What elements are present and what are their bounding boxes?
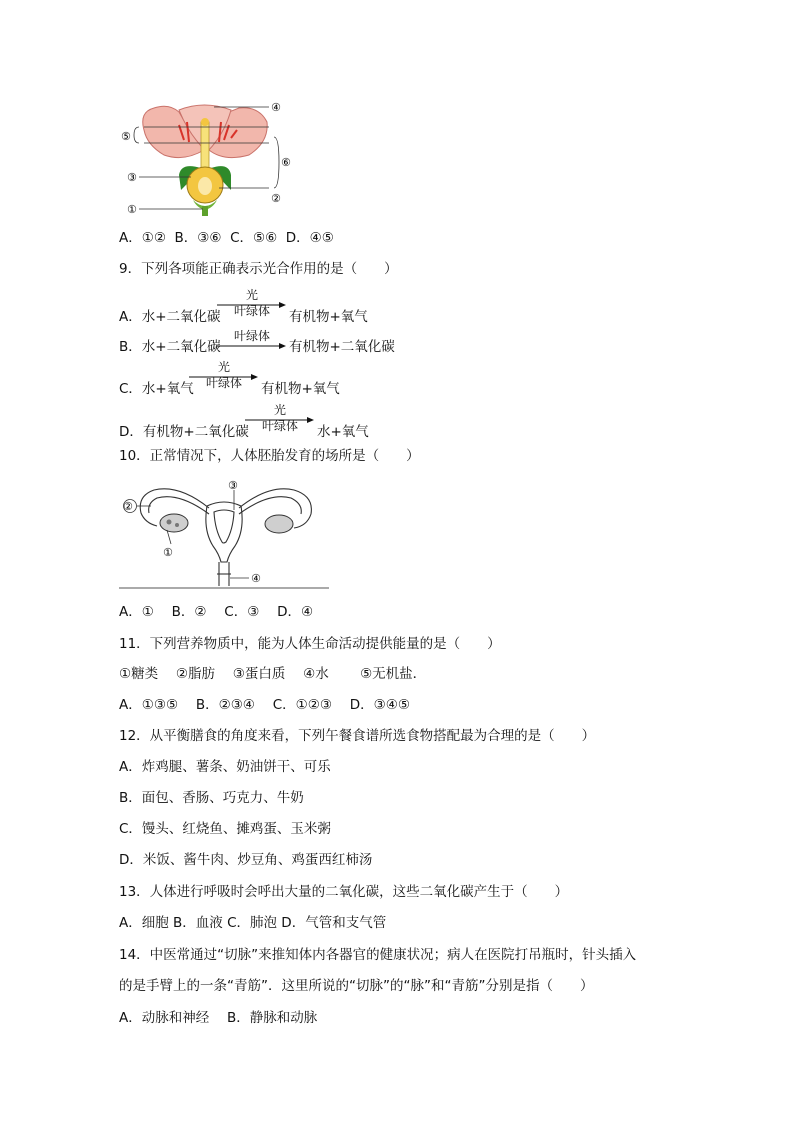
label-4: ④ xyxy=(251,572,261,585)
q10-options: A．① B．② C．③ D．④ xyxy=(119,604,314,620)
q13-stem: 13．人体进行呼吸时会呼出大量的二氧化碳，这些二氧化碳产生于（ ） xyxy=(119,884,569,900)
q9-b-right: 有机物+二氧化碳 xyxy=(289,339,395,355)
label-4: ④ xyxy=(271,101,281,114)
flower-diagram xyxy=(119,100,299,218)
q11-options: A．①③⑤ B．②③④ C．①②③ D．③④⑤ xyxy=(119,697,410,713)
q9-c-top: 光 xyxy=(217,360,230,374)
q9-d-left: D．有机物+二氧化碳 xyxy=(119,424,249,440)
q9-a-bottom: 叶绿体 xyxy=(233,304,270,318)
q8-options: A．①② B．③⑥ C．⑤⑥ D．④⑤ xyxy=(119,230,334,246)
stalk xyxy=(202,206,208,216)
label-3: ③ xyxy=(127,171,137,184)
q12-stem: 12．从平衡膳食的角度来看，下列午餐食谱所选食物搭配最为合理的是（ ） xyxy=(119,728,596,744)
label-2: ② xyxy=(271,192,281,205)
q9-stem: 9．下列各项能正确表示光合作用的是（ ） xyxy=(119,261,398,277)
ovary-right xyxy=(265,515,293,533)
q9-a-top: 光 xyxy=(245,288,258,302)
arrow-icon xyxy=(217,342,287,350)
q9-d-bottom: 叶绿体 xyxy=(261,419,298,433)
style xyxy=(201,122,209,172)
ovule xyxy=(198,177,212,195)
q9-a-right: 有机物+氧气 xyxy=(289,309,368,325)
q9-d-top: 光 xyxy=(273,403,286,417)
q9-b-top: 叶绿体 xyxy=(233,329,270,343)
label-1: ① xyxy=(163,546,173,559)
q9-a-left: A．水+二氧化碳 xyxy=(119,309,221,325)
label-5: ⑤ xyxy=(121,130,131,143)
q12-option-a: A．炸鸡腿、薯条、奶油饼干、可乐 xyxy=(119,759,331,775)
label-2: ② xyxy=(123,500,133,513)
q9-c-right: 有机物+氧气 xyxy=(261,381,340,397)
q10-stem: 10．正常情况下，人体胚胎发育的场所是（ ） xyxy=(119,448,420,464)
q9-b-left: B．水+二氧化碳 xyxy=(119,339,221,355)
q12-option-d: D．米饭、酱牛肉、炒豆角、鸡蛋西红柿汤 xyxy=(119,852,373,868)
reproductive-system-diagram xyxy=(119,478,329,592)
q14-stem-line2: 的是手臂上的一条“青筋”．这里所说的“切脉”的“脉”和“青筋”分别是指（ ） xyxy=(119,978,594,994)
label-3: ③ xyxy=(228,479,238,492)
q12-option-c: C．馒头、红烧鱼、摊鸡蛋、玉米粥 xyxy=(119,821,331,837)
q13-options: A．细胞 B．血液 C．肺泡 D．气管和支气管 xyxy=(119,915,387,931)
q9-c-bottom: 叶绿体 xyxy=(205,376,242,390)
q11-items: ①糖类 ②脂肪 ③蛋白质 ④水 ⑤无机盐． xyxy=(119,666,427,682)
q14-stem-line1: 14．中医常通过“切脉”来推知体内各器官的健康状况；病人在医院打吊瓶时，针头插入 xyxy=(119,947,637,963)
ovary-left xyxy=(160,514,188,532)
stigma xyxy=(201,118,209,126)
label-6: ⑥ xyxy=(281,156,291,169)
q14-options: A．动脉和神经 B．静脉和动脉 xyxy=(119,1010,318,1026)
q9-c-left: C．水+氧气 xyxy=(119,381,194,397)
q11-stem: 11．下列营养物质中，能为人体生命活动提供能量的是（ ） xyxy=(119,636,501,652)
label-1: ① xyxy=(127,203,137,216)
q12-option-b: B．面包、香肠、巧克力、牛奶 xyxy=(119,790,304,806)
q9-d-right: 水+氧气 xyxy=(317,424,369,440)
